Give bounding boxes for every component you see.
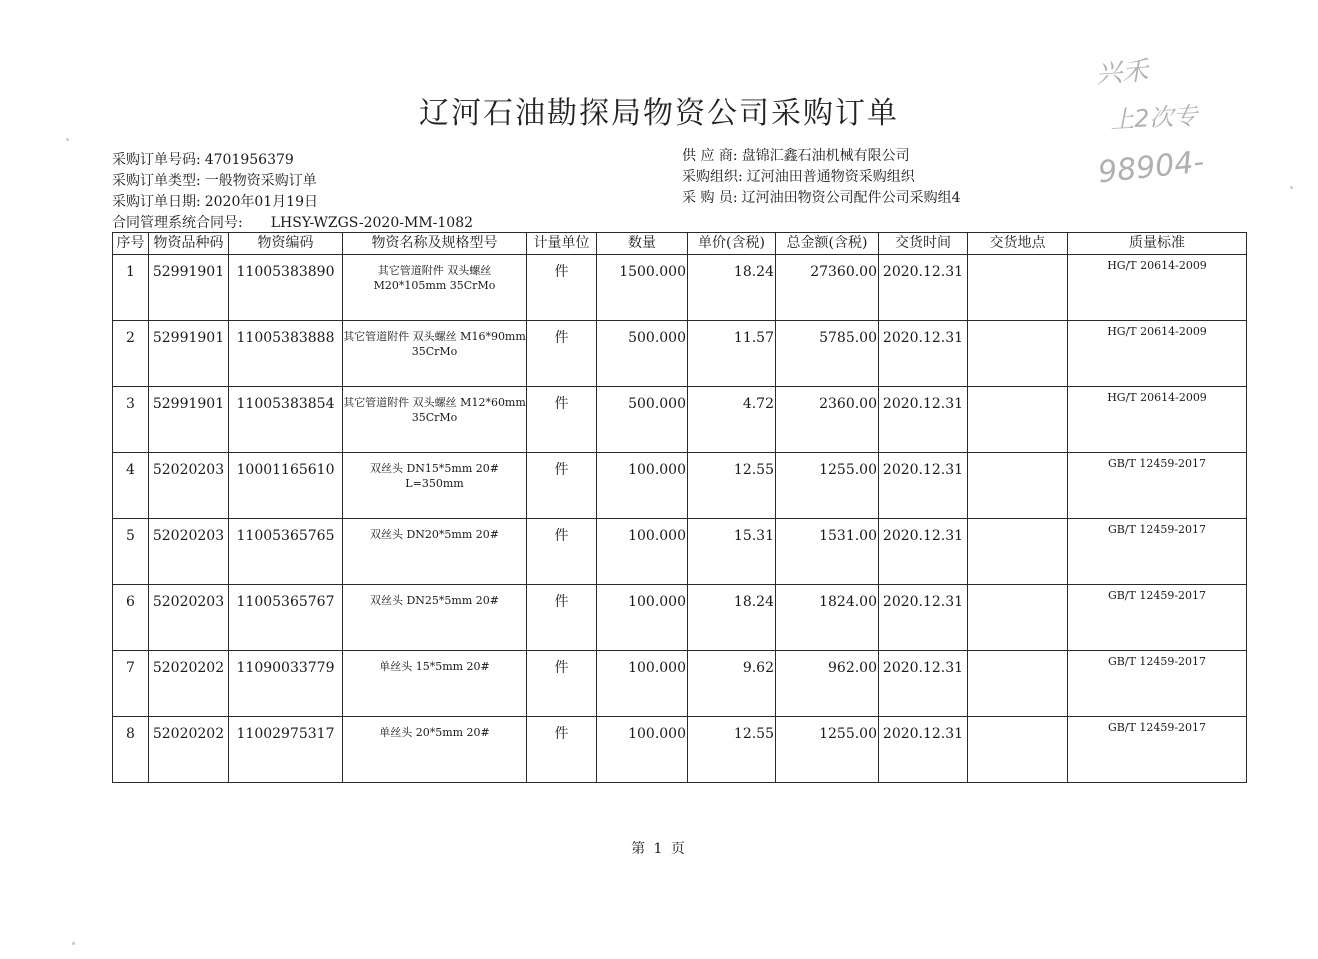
row-number: 7 bbox=[126, 660, 135, 676]
delivery-date: 2020.12.31 bbox=[882, 528, 964, 544]
scan-speck bbox=[72, 942, 75, 945]
supplier: 盘锦汇鑫石油机械有限公司 bbox=[741, 148, 910, 164]
delivery-date-cell bbox=[879, 651, 968, 717]
category-code: 52020203 bbox=[152, 594, 225, 610]
material-name-cell bbox=[343, 387, 527, 453]
meta-label: 采购订单类型: bbox=[112, 173, 201, 189]
column-header: 质量标准 bbox=[1068, 233, 1247, 255]
supplier-row bbox=[682, 146, 961, 167]
purchasing-org: 辽河油田普通物资采购组织 bbox=[746, 169, 915, 185]
material-name: 双丝头 DN25*5mm 20# bbox=[369, 594, 499, 607]
delivery-place bbox=[968, 453, 1067, 461]
unit-price: 4.72 bbox=[742, 396, 774, 412]
column-header: 数量 bbox=[597, 233, 688, 255]
category-code: 52020203 bbox=[152, 462, 225, 478]
category-code-cell bbox=[149, 651, 229, 717]
unit-price-cell bbox=[688, 255, 776, 321]
unit: 件 bbox=[554, 330, 569, 346]
row-number: 4 bbox=[126, 462, 135, 478]
quality-standard-cell bbox=[1068, 387, 1247, 453]
material-name: 其它管道附件 双头螺丝 M12*60mm 35CrMo bbox=[343, 396, 526, 424]
delivery-place bbox=[968, 651, 1067, 659]
unit-cell bbox=[527, 255, 597, 321]
scan-speck bbox=[1290, 186, 1293, 189]
total-amount: 1824.00 bbox=[819, 594, 877, 610]
order-rows bbox=[113, 255, 1247, 783]
unit-price: 15.31 bbox=[733, 528, 774, 544]
category-code: 52991901 bbox=[152, 396, 225, 412]
unit-price: 9.62 bbox=[742, 660, 774, 676]
delivery-date-cell bbox=[879, 387, 968, 453]
category-code: 52991901 bbox=[152, 330, 225, 346]
unit-cell bbox=[527, 519, 597, 585]
quantity: 100.000 bbox=[628, 726, 686, 742]
material-code: 11002975317 bbox=[236, 726, 335, 742]
delivery-place bbox=[968, 255, 1067, 263]
delivery-date-cell bbox=[879, 453, 968, 519]
total-amount-cell bbox=[776, 387, 879, 453]
unit: 件 bbox=[554, 462, 569, 478]
delivery-date-cell bbox=[879, 321, 968, 387]
delivery-place bbox=[968, 321, 1067, 329]
category-code: 52020202 bbox=[152, 660, 225, 676]
unit-price-cell bbox=[688, 717, 776, 783]
unit: 件 bbox=[554, 660, 569, 676]
quality-standard-cell bbox=[1068, 519, 1247, 585]
material-code-cell bbox=[229, 453, 343, 519]
unit-price-cell bbox=[688, 519, 776, 585]
meta-label: 采购订单日期: bbox=[112, 194, 201, 210]
material-code: 11090033779 bbox=[236, 660, 335, 676]
unit-price-cell bbox=[688, 585, 776, 651]
quantity: 500.000 bbox=[628, 330, 686, 346]
quantity-cell bbox=[597, 255, 688, 321]
delivery-date-cell bbox=[879, 717, 968, 783]
quality-standard: GB/T 12459-2017 bbox=[1107, 589, 1207, 602]
table-row bbox=[113, 453, 1247, 519]
unit-cell bbox=[527, 387, 597, 453]
column-header: 单价(含税) bbox=[688, 233, 776, 255]
category-code: 52020202 bbox=[152, 726, 225, 742]
table-row bbox=[113, 651, 1247, 717]
category-code-cell bbox=[149, 453, 229, 519]
meta-label: 合同管理系统合同号: bbox=[112, 215, 243, 231]
total-amount-cell bbox=[776, 717, 879, 783]
total-amount: 1255.00 bbox=[819, 462, 877, 478]
material-name-cell bbox=[343, 585, 527, 651]
purchasing-org-row bbox=[682, 167, 961, 188]
row-number-cell bbox=[113, 453, 149, 519]
delivery-date: 2020.12.31 bbox=[882, 660, 964, 676]
delivery-place-cell bbox=[968, 453, 1068, 519]
row-number: 3 bbox=[126, 396, 135, 412]
unit-price: 18.24 bbox=[733, 264, 774, 280]
quantity-cell bbox=[597, 519, 688, 585]
quantity: 500.000 bbox=[628, 396, 686, 412]
material-code-cell bbox=[229, 585, 343, 651]
quality-standard: GB/T 12459-2017 bbox=[1107, 523, 1207, 536]
material-code: 11005365767 bbox=[236, 594, 335, 610]
quality-standard: HG/T 20614-2009 bbox=[1107, 259, 1207, 272]
quality-standard: GB/T 12459-2017 bbox=[1107, 655, 1207, 668]
column-header: 物资名称及规格型号 bbox=[343, 233, 527, 255]
delivery-place-cell bbox=[968, 387, 1068, 453]
quality-standard-cell bbox=[1068, 453, 1247, 519]
material-code: 10001165610 bbox=[236, 462, 335, 478]
quality-standard: GB/T 12459-2017 bbox=[1107, 457, 1207, 470]
delivery-date: 2020.12.31 bbox=[882, 726, 964, 742]
delivery-place bbox=[968, 585, 1067, 593]
handwritten-note-2: 上2次专 bbox=[1109, 101, 1199, 135]
table-row bbox=[113, 585, 1247, 651]
total-amount: 27360.00 bbox=[810, 264, 877, 280]
delivery-date: 2020.12.31 bbox=[882, 594, 964, 610]
quantity: 100.000 bbox=[628, 660, 686, 676]
material-code-cell bbox=[229, 519, 343, 585]
row-number-cell bbox=[113, 585, 149, 651]
delivery-date-cell bbox=[879, 519, 968, 585]
row-number-cell bbox=[113, 651, 149, 717]
row-number: 5 bbox=[126, 528, 135, 544]
quality-standard-cell bbox=[1068, 651, 1247, 717]
meta-label: 采购组织: bbox=[682, 169, 743, 185]
quality-standard-cell bbox=[1068, 585, 1247, 651]
material-code: 11005365765 bbox=[236, 528, 335, 544]
delivery-place-cell bbox=[968, 321, 1068, 387]
meta-label: 采 购 员: bbox=[682, 190, 738, 206]
delivery-date-cell bbox=[879, 255, 968, 321]
unit-cell bbox=[527, 585, 597, 651]
row-number-cell bbox=[113, 321, 149, 387]
category-code: 52020203 bbox=[152, 528, 225, 544]
unit: 件 bbox=[554, 264, 569, 280]
column-header: 物资编码 bbox=[229, 233, 343, 255]
delivery-date: 2020.12.31 bbox=[882, 462, 964, 478]
table-row bbox=[113, 387, 1247, 453]
material-name-cell bbox=[343, 453, 527, 519]
handwritten-note-1: 兴禾 bbox=[1095, 56, 1150, 90]
delivery-date: 2020.12.31 bbox=[882, 264, 964, 280]
delivery-place bbox=[968, 717, 1067, 725]
quantity-cell bbox=[597, 717, 688, 783]
material-code: 11005383888 bbox=[236, 330, 335, 346]
delivery-place bbox=[968, 519, 1067, 527]
delivery-place-cell bbox=[968, 717, 1068, 783]
column-header: 交货地点 bbox=[968, 233, 1068, 255]
table-row bbox=[113, 717, 1247, 783]
material-name: 其它管道附件 双头螺丝 M20*105mm 35CrMo bbox=[373, 264, 496, 292]
quality-standard: HG/T 20614-2009 bbox=[1107, 391, 1207, 404]
material-code-cell bbox=[229, 651, 343, 717]
order-number: 4701956379 bbox=[204, 152, 294, 168]
total-amount: 2360.00 bbox=[819, 396, 877, 412]
row-number-cell bbox=[113, 387, 149, 453]
material-name: 双丝头 DN15*5mm 20# L=350mm bbox=[369, 462, 499, 490]
quantity-cell bbox=[597, 651, 688, 717]
quantity: 100.000 bbox=[628, 462, 686, 478]
category-code-cell bbox=[149, 387, 229, 453]
material-name-cell bbox=[343, 717, 527, 783]
material-name-cell bbox=[343, 321, 527, 387]
total-amount: 5785.00 bbox=[819, 330, 877, 346]
unit-price-cell bbox=[688, 453, 776, 519]
delivery-date: 2020.12.31 bbox=[882, 396, 964, 412]
category-code-cell bbox=[149, 585, 229, 651]
quantity: 100.000 bbox=[628, 528, 686, 544]
unit-price: 12.55 bbox=[733, 726, 774, 742]
unit: 件 bbox=[554, 594, 569, 610]
handwritten-note-3: 98904- bbox=[1096, 144, 1206, 191]
scan-speck bbox=[66, 138, 69, 141]
quality-standard-cell bbox=[1068, 321, 1247, 387]
category-code-cell bbox=[149, 717, 229, 783]
document-title: 辽河石油勘探局物资公司采购订单 bbox=[419, 96, 899, 131]
category-code-cell bbox=[149, 321, 229, 387]
total-amount-cell bbox=[776, 321, 879, 387]
row-number: 1 bbox=[126, 264, 135, 280]
quantity-cell bbox=[597, 387, 688, 453]
unit: 件 bbox=[554, 528, 569, 544]
buyer: 辽河油田物资公司配件公司采购组4 bbox=[741, 190, 961, 206]
total-amount-cell bbox=[776, 255, 879, 321]
quality-standard: HG/T 20614-2009 bbox=[1107, 325, 1207, 338]
total-amount-cell bbox=[776, 519, 879, 585]
column-header: 物资品种码 bbox=[149, 233, 229, 255]
material-name-cell bbox=[343, 519, 527, 585]
delivery-place-cell bbox=[968, 519, 1068, 585]
meta-label: 采购订单号码: bbox=[112, 152, 201, 168]
quality-standard-cell bbox=[1068, 255, 1247, 321]
material-code-cell bbox=[229, 321, 343, 387]
material-name: 单丝头 20*5mm 20# bbox=[379, 726, 490, 739]
order-number-row bbox=[112, 150, 473, 171]
total-amount: 962.00 bbox=[828, 660, 877, 676]
table-header-row bbox=[113, 233, 1247, 255]
quantity-cell bbox=[597, 453, 688, 519]
material-name-cell bbox=[343, 255, 527, 321]
material-name-cell bbox=[343, 651, 527, 717]
material-code-cell bbox=[229, 387, 343, 453]
total-amount-cell bbox=[776, 585, 879, 651]
order-date-row bbox=[112, 192, 473, 213]
delivery-place bbox=[968, 387, 1067, 395]
total-amount-cell bbox=[776, 453, 879, 519]
column-header: 计量单位 bbox=[527, 233, 597, 255]
row-number-cell bbox=[113, 255, 149, 321]
unit-price: 12.55 bbox=[733, 462, 774, 478]
quantity: 100.000 bbox=[628, 594, 686, 610]
order-header-left bbox=[112, 150, 473, 234]
order-type: 一般物资采购订单 bbox=[204, 173, 317, 189]
table-row bbox=[113, 255, 1247, 321]
delivery-date-cell bbox=[879, 585, 968, 651]
page-number: 第 1 页 bbox=[631, 841, 687, 857]
column-header: 交货时间 bbox=[879, 233, 968, 255]
row-number: 2 bbox=[126, 330, 135, 346]
contract-number: LHSY-WZGS-2020-MM-1082 bbox=[270, 215, 474, 231]
unit-cell bbox=[527, 651, 597, 717]
order-type-row bbox=[112, 171, 473, 192]
column-header: 总金额(含税) bbox=[776, 233, 879, 255]
unit: 件 bbox=[554, 396, 569, 412]
unit-price: 11.57 bbox=[733, 330, 774, 346]
material-code-cell bbox=[229, 255, 343, 321]
unit-price: 18.24 bbox=[733, 594, 774, 610]
delivery-date: 2020.12.31 bbox=[882, 330, 964, 346]
unit-cell bbox=[527, 321, 597, 387]
unit-cell bbox=[527, 453, 597, 519]
unit-cell bbox=[527, 717, 597, 783]
row-number: 8 bbox=[126, 726, 135, 742]
row-number: 6 bbox=[126, 594, 135, 610]
delivery-place-cell bbox=[968, 585, 1068, 651]
order-items-table bbox=[112, 232, 1247, 783]
material-code: 11005383854 bbox=[236, 396, 335, 412]
material-name: 双丝头 DN20*5mm 20# bbox=[369, 528, 499, 541]
material-code: 11005383890 bbox=[236, 264, 335, 280]
unit: 件 bbox=[554, 726, 569, 742]
unit-price-cell bbox=[688, 387, 776, 453]
total-amount-cell bbox=[776, 651, 879, 717]
contract-number-row bbox=[112, 213, 473, 234]
total-amount: 1531.00 bbox=[819, 528, 877, 544]
buyer-row bbox=[682, 188, 961, 209]
material-name: 单丝头 15*5mm 20# bbox=[379, 660, 490, 673]
order-header-right bbox=[682, 146, 961, 209]
category-code-cell bbox=[149, 519, 229, 585]
total-amount: 1255.00 bbox=[819, 726, 877, 742]
category-code: 52991901 bbox=[152, 264, 225, 280]
category-code-cell bbox=[149, 255, 229, 321]
delivery-place-cell bbox=[968, 651, 1068, 717]
table-row bbox=[113, 321, 1247, 387]
row-number-cell bbox=[113, 717, 149, 783]
quantity-cell bbox=[597, 585, 688, 651]
column-header: 序号 bbox=[113, 233, 149, 255]
row-number-cell bbox=[113, 519, 149, 585]
quantity-cell bbox=[597, 321, 688, 387]
unit-price-cell bbox=[688, 651, 776, 717]
quality-standard-cell bbox=[1068, 717, 1247, 783]
quantity: 1500.000 bbox=[619, 264, 686, 280]
quality-standard: GB/T 12459-2017 bbox=[1107, 721, 1207, 734]
material-name: 其它管道附件 双头螺丝 M16*90mm 35CrMo bbox=[343, 330, 526, 358]
order-date: 2020年01月19日 bbox=[204, 194, 318, 210]
unit-price-cell bbox=[688, 321, 776, 387]
delivery-place-cell bbox=[968, 255, 1068, 321]
meta-label: 供 应 商: bbox=[682, 148, 738, 164]
table-row bbox=[113, 519, 1247, 585]
material-code-cell bbox=[229, 717, 343, 783]
